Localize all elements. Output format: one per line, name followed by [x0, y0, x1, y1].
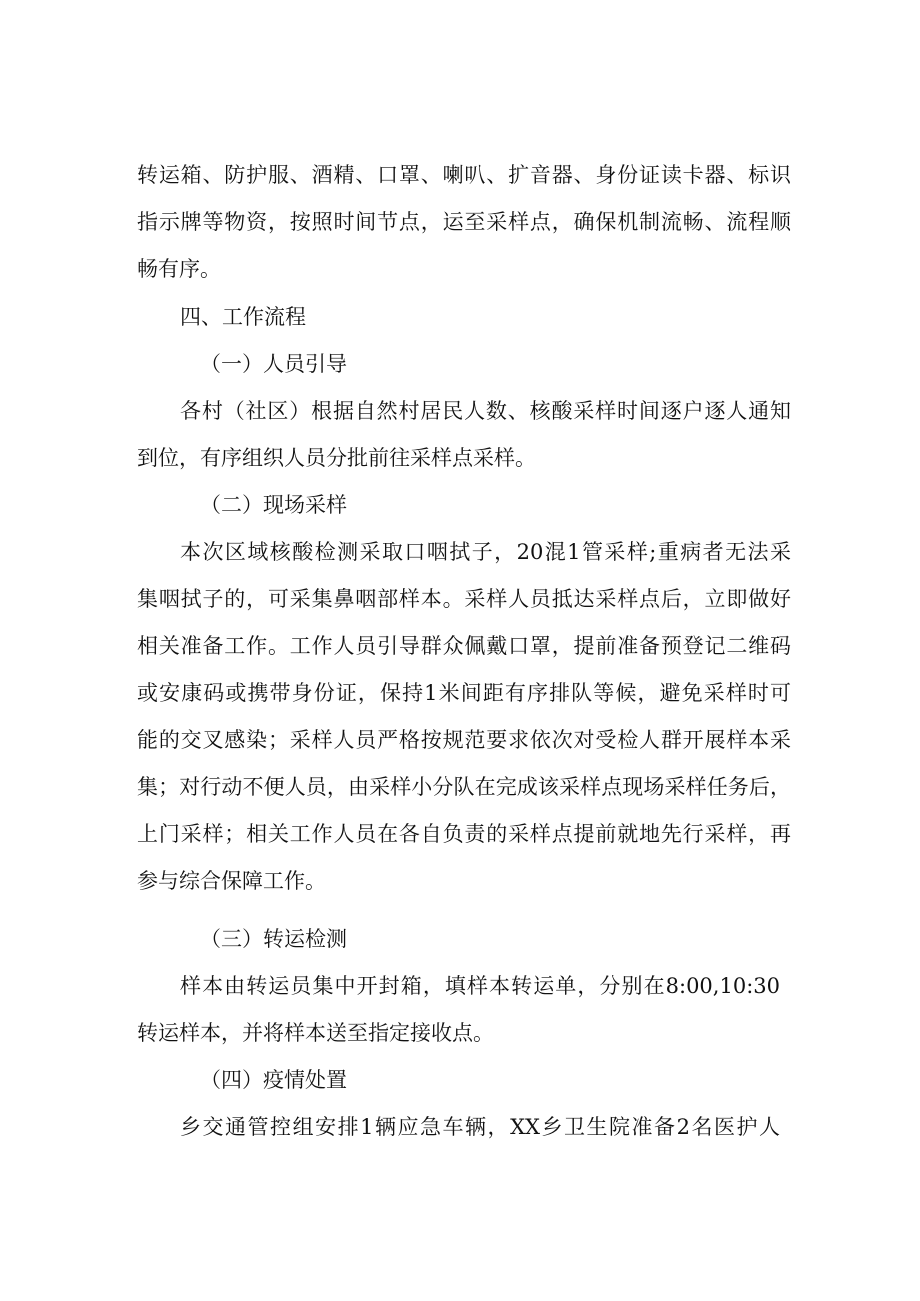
- paragraph-line: 本次区域核酸检测采取口咽拭子，20混1管采样;重病者无法采: [180, 540, 791, 564]
- paragraph-line: 转运样本，并将样本送至指定接收点。: [137, 1021, 494, 1045]
- paragraph-line: 上门采样；相关工作人员在各自负责的采样点提前就地先行采样，再: [137, 822, 791, 846]
- subsection-heading: （四）疫情处置: [200, 1068, 347, 1092]
- section-heading: 四、工作流程: [180, 305, 306, 329]
- paragraph-line: 乡交通管控组安排1辆应急车辆，XX乡卫生院准备2名医护人: [180, 1115, 780, 1139]
- paragraph-line: 各村（社区）根据自然村居民人数、核酸采样时间逐户逐人通知: [180, 399, 791, 423]
- paragraph-line: 能的交叉感染；采样人员严格按规范要求依次对受检人群开展样本采: [137, 728, 791, 752]
- subsection-heading: （三）转运检测: [200, 927, 347, 951]
- paragraph-line: 指示牌等物资，按照时间节点，运至采样点，确保机制流畅、流程顺: [137, 210, 791, 234]
- paragraph-line: 集咽拭子的，可采集鼻咽部样本。采样人员抵达采样点后，立即做好: [137, 587, 791, 611]
- paragraph-line: 样本由转运员集中开封箱，填样本转运单，分别在8:00,10:30: [180, 974, 780, 998]
- paragraph-line: 转运箱、防护服、酒精、口罩、喇叭、扩音器、身份证读卡器、标识: [137, 163, 791, 187]
- paragraph-line: 到位，有序组织人员分批前往采样点采样。: [137, 446, 536, 470]
- subsection-heading: （二）现场采样: [200, 493, 347, 517]
- paragraph-line: 畅有序。: [137, 257, 221, 281]
- paragraph-line: 相关准备工作。工作人员引导群众佩戴口罩，提前准备预登记二维码: [137, 634, 791, 658]
- subsection-heading: （一）人员引导: [200, 352, 347, 376]
- paragraph-line: 或安康码或携带身份证，保持1米间距有序排队等候，避免采样时可: [137, 681, 791, 705]
- paragraph-line: 参与综合保障工作。: [137, 869, 326, 893]
- paragraph-line: 集；对行动不便人员，由采样小分队在完成该采样点现场采样任务后，: [137, 775, 791, 799]
